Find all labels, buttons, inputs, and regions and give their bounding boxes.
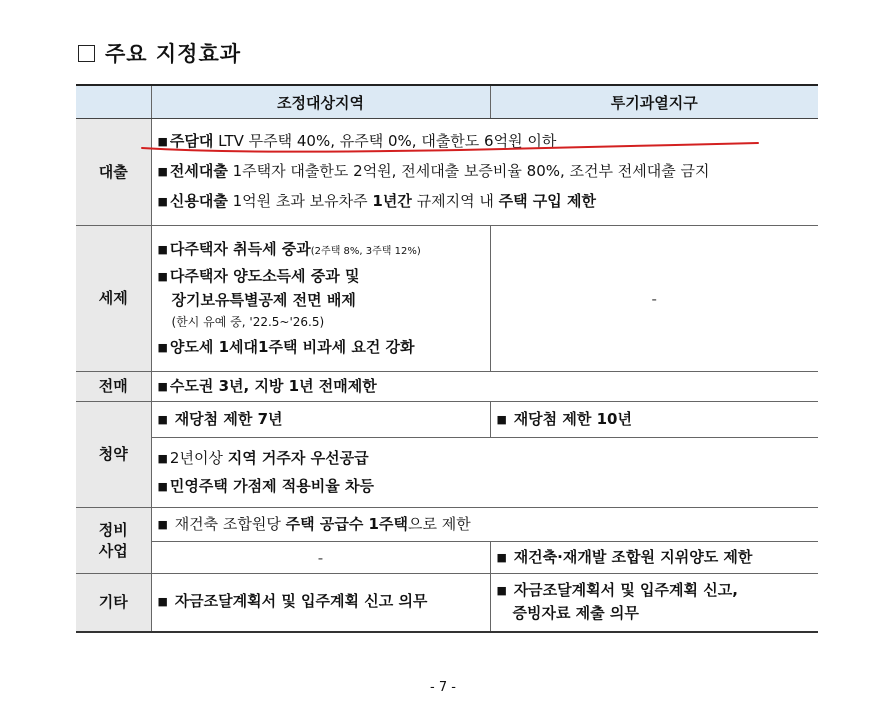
designation-effects-table (76, 84, 818, 633)
category-other: 기타 (76, 574, 151, 632)
header-adjustment-area: 조정대상지역 (151, 85, 490, 119)
table-row (76, 226, 818, 372)
subscription-adjustment (151, 402, 490, 438)
checkbox-square-icon (78, 45, 95, 62)
table-row (76, 402, 818, 438)
maintenance-common (151, 508, 818, 542)
list-item-continued: 장기보유특별공제 전면 배제 (171, 291, 356, 309)
section-title: 주요 지정효과 (78, 38, 241, 68)
table-row (76, 542, 818, 574)
table-header-row (76, 85, 818, 119)
header-speculation-district: 투기과열지구 (490, 85, 818, 119)
list-item: ■ 2년이상 지역 거주자 우선공급 (157, 448, 369, 467)
list-item: ■ 수도권 3년, 지방 1년 전매제한 (157, 376, 377, 395)
page-number: - 7 - (430, 680, 456, 695)
category-subscription: 청약 (76, 402, 151, 508)
table-row (76, 372, 818, 402)
list-item: ■ 민영주택 가점제 적용비율 차등 (157, 476, 374, 495)
category-loan: 대출 (76, 119, 151, 226)
list-item: ■ 전세대출 1주택자 대출한도 2억원, 전세대출 보증비율 80%, 조건부 전세대출 금지 (157, 162, 710, 181)
category-tax: 세제 (76, 226, 151, 372)
other-adjustment (151, 574, 490, 632)
category-maintenance: 정비 사업 (76, 508, 151, 574)
table-row (76, 119, 818, 226)
list-item: ■ 재건축 조합원당 주택 공급수 1주택으로 제한 (157, 514, 471, 533)
subscription-common (151, 438, 818, 508)
list-item: ■ 신용대출 1억원 초과 보유차주 1년간 규제지역 내 주택 구입 제한 (157, 191, 596, 210)
list-item-continued: 증빙자료 제출 의무 (512, 604, 639, 623)
list-item: ■ 자금조달계획서 및 입주계획 신고, (496, 580, 738, 599)
tax-speculation-dash: - (490, 226, 818, 372)
category-resale: 전매 (76, 372, 151, 402)
list-item: ■ 주담대 LTV 무주택 40%, 유주택 0%, 대출한도 6억원 이하 (157, 132, 557, 151)
list-item: ■ 다주택자 양도소득세 중과 및 (157, 267, 360, 286)
header-corner (76, 85, 151, 119)
table-row (76, 438, 818, 508)
list-item: ■ 양도세 1세대1주택 비과세 요건 강화 (157, 337, 415, 356)
list-item: ■ 재당첨 제한 7년 (157, 409, 283, 428)
subscription-speculation (490, 402, 818, 438)
maintenance-adjustment-dash: - (151, 542, 490, 574)
list-item: ■ 자금조달계획서 및 입주계획 신고 의무 (157, 592, 428, 611)
list-item: ■ 재당첨 제한 10년 (496, 409, 632, 428)
tax-content (151, 226, 490, 372)
list-item: ■ 재건축·재개발 조합원 지위양도 제한 (496, 547, 753, 566)
table-row (76, 508, 818, 542)
loan-content (151, 119, 818, 226)
other-speculation (490, 574, 818, 632)
table-row (76, 574, 818, 632)
maintenance-speculation (490, 542, 818, 574)
resale-content (151, 372, 818, 402)
tax-note: (한시 유예 중, '22.5~'26.5) (171, 314, 325, 329)
list-item: ■ 다주택자 취득세 중과(2주택 8%, 3주택 12%) (157, 239, 421, 258)
